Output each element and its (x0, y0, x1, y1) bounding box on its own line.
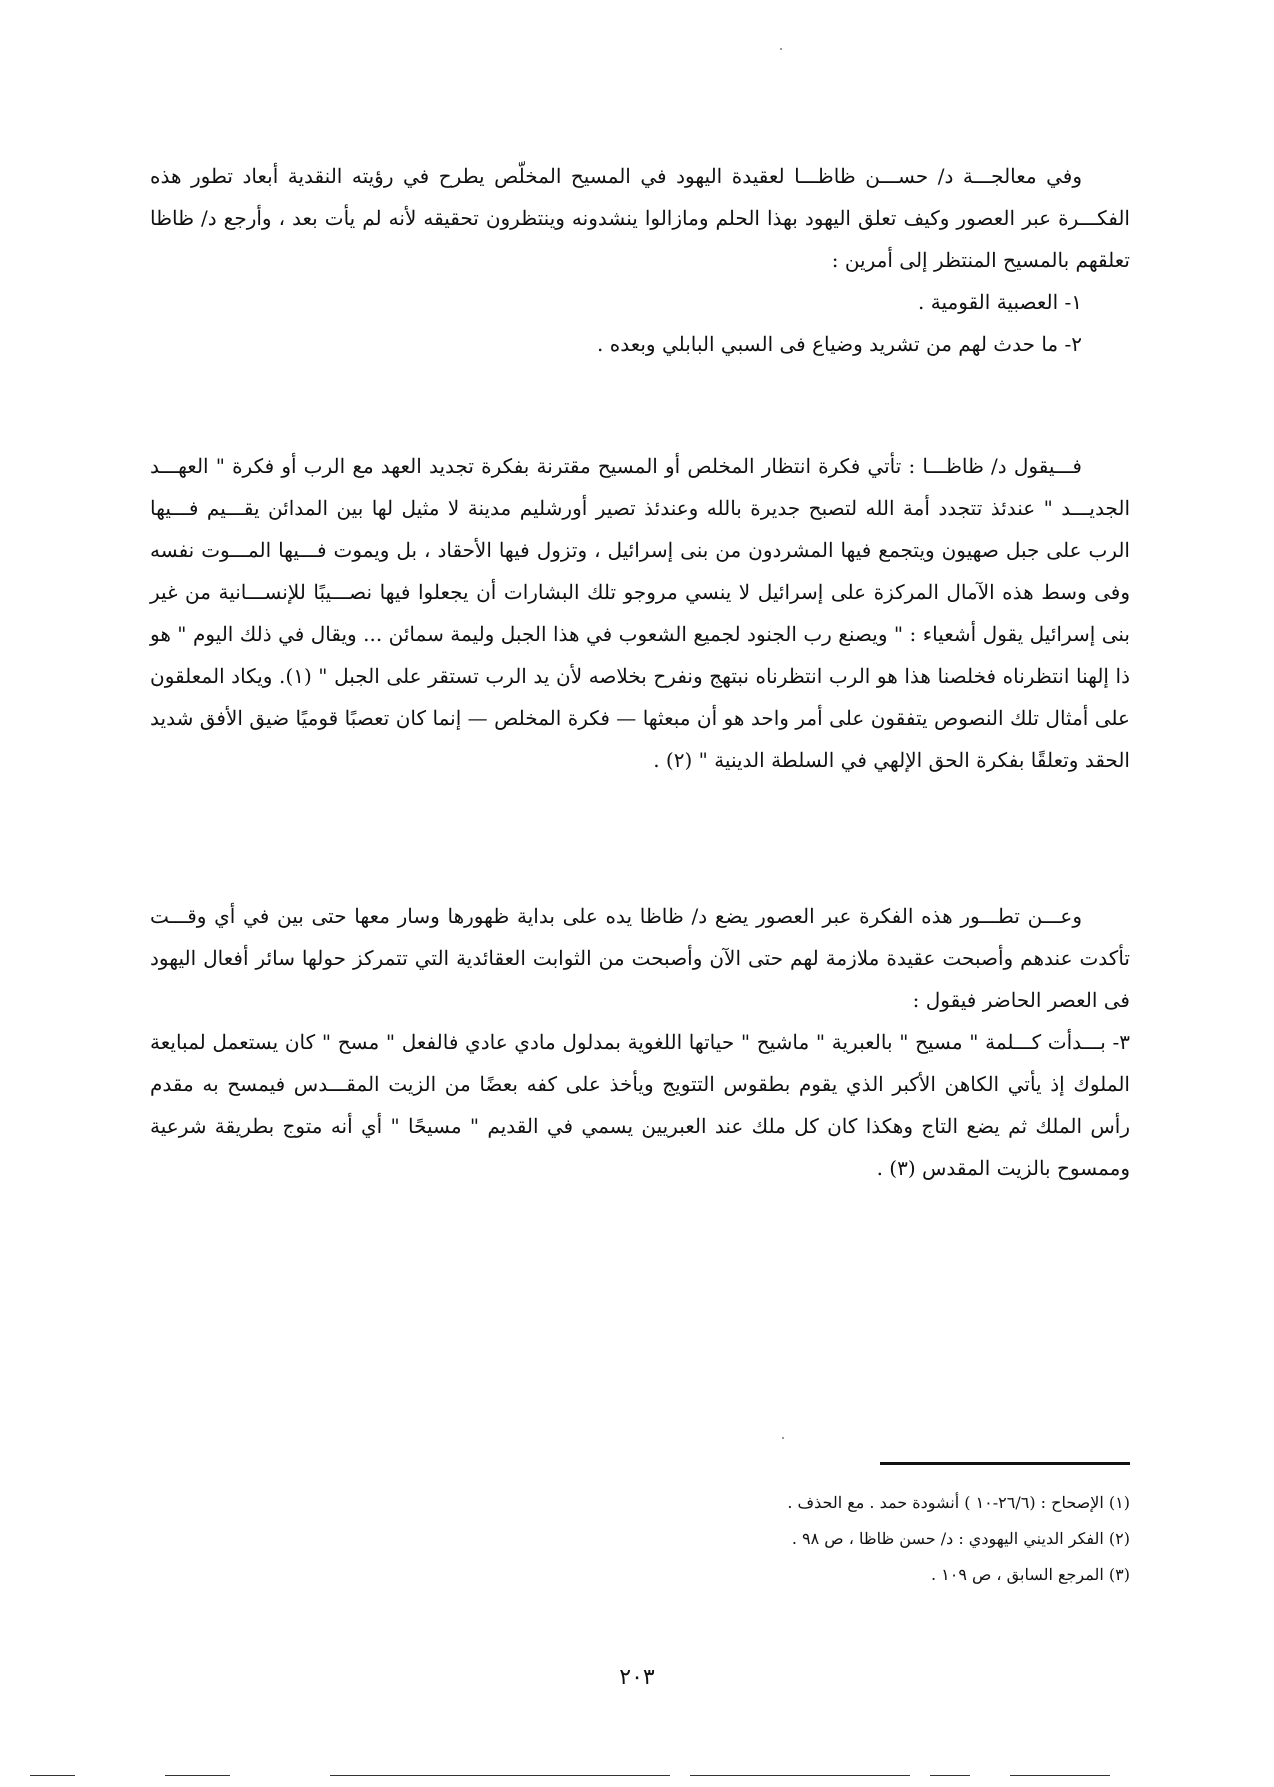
paragraph-2-text: فـــيقول د/ ظاظـــا : تأتي فكرة انتظار المخلص أو المسيح مقترنة بفكرة تجديد العهد مع الرب أو فكرة " العهـــد الجديـــد " عندئذ تتجدد أمة الله لتصبح جديرة بالله وعندئذ تصير أورشليم مدينة لا مثيل لها بين المدائن يقـــيم فـــيها الرب على جبل صهيون ويتجمع فيها المشردون من بنى إسرائيل ، وتزول فيها الأحقاد ، بل ويموت فـــيها المـــوت نفسه وفى وسط هذه الآمال المركزة على إسرائيل لا ينسي مروجو تلك البشارات أن يجعلوا فيها نصـــيبًا للإنســـانية من غير بنى إسرائيل يقول أشعياء : " ويصنع رب الجنود لجميع الشعوب في هذا الجبل وليمة سمائن ... ويقال في ذلك اليوم " هو ذا إلهنا انتظرناه فخلصنا هذا هو الرب انتظرناه نبتهج ونفرح بخلاصه لأن يد الرب تستقر على الجبل " (١). ويكاد المعلقون على أمثال تلك النصوص يتفقون على أمر واحد هو أن مبعثها — فكرة المخلص — إنما كان تعصبًا قوميًا ضيق الأفق شديد الحقد وتعلقًا بفكرة الحق الإلهي في السلطة الدينية " (٢) . (150, 454, 1130, 772)
paragraph-3-intro: وعـــن تطـــور هذه الفكرة عبر العصور يضع د/ ظاظا يده على بداية ظهورها وسار معها حتى بين في أي وقـــت تأكدت عندهم وأصبحت عقيدة ملازمة لهم حتى الآن وأصبحت من الثوابت العقائدية التي تتمركز حولها سائر أفعال اليهود فى العصر الحاضر فيقول : (150, 904, 1130, 1012)
scan-artifact-line (930, 1775, 970, 1776)
scan-artifact-line (330, 1775, 670, 1776)
paragraph-1 (150, 155, 1130, 365)
footnote-divider (880, 1462, 1130, 1465)
footnote-3: (٣) المرجع السابق ، ص ١٠٩ . (930, 1565, 1130, 1584)
scan-artifact-line (30, 1775, 75, 1776)
list-item-2: ٢- ما حدث لهم من تشريد وضياع فى السبي البابلي وبعده . (597, 332, 1082, 356)
page-number: ٢٠٣ (619, 1665, 655, 1690)
list-item-1: ١- العصبية القومية . (918, 290, 1082, 314)
footnote-1: (١) الإصحاح : (٢٦/٦-١٠ ) أنشودة حمد . مع الحذف . (787, 1493, 1130, 1512)
scan-artifact-line (690, 1775, 910, 1776)
paragraph-3 (150, 895, 1130, 1189)
scan-speck (780, 48, 782, 50)
paragraph-2 (150, 445, 1130, 781)
paragraph-1-intro: وفي معالجـــة د/ حســـن ظاظـــا لعقيدة اليهود في المسيح المخلّص يطرح في رؤيته النقدية أبعاد تطور هذه الفكـــرة عبر العصور وكيف تعلق اليهود بهذا الحلم ومازالوا ينشدونه وينتظرون تحقيقه لأنه لم يأت بعد ، وأرجع د/ ظاظا تعلقهم بالمسيح المنتظر إلى أمرين : (150, 164, 1130, 272)
list-item-3: ٣- بـــدأت كـــلمة " مسيح " بالعبرية " ماشيح " حياتها اللغوية بمدلول مادي عادي فالفعل " مسح " كان يستعمل لمبايعة الملوك إذ يأتي الكاهن الأكبر الذي يقوم بطقوس التتويج ويأخذ على كفه بعضًا من الزيت المقـــدس فيمسح به مقدم رأس الملك ثم يضع التاج وهكذا كان كل ملك عند العبريين يسمي في القديم " مسيحًا " أي أنه متوج بطريقة شرعية وممسوح بالزيت المقدس (٣) . (150, 1030, 1130, 1180)
footnotes (600, 1485, 1130, 1593)
scan-artifact-line (165, 1775, 230, 1776)
scan-speck (782, 1437, 784, 1439)
scan-artifact-line (1010, 1775, 1110, 1776)
footnote-2: (٢) الفكر الديني اليهودي : د/ حسن ظاظا ، ص ٩٨ . (791, 1529, 1130, 1548)
